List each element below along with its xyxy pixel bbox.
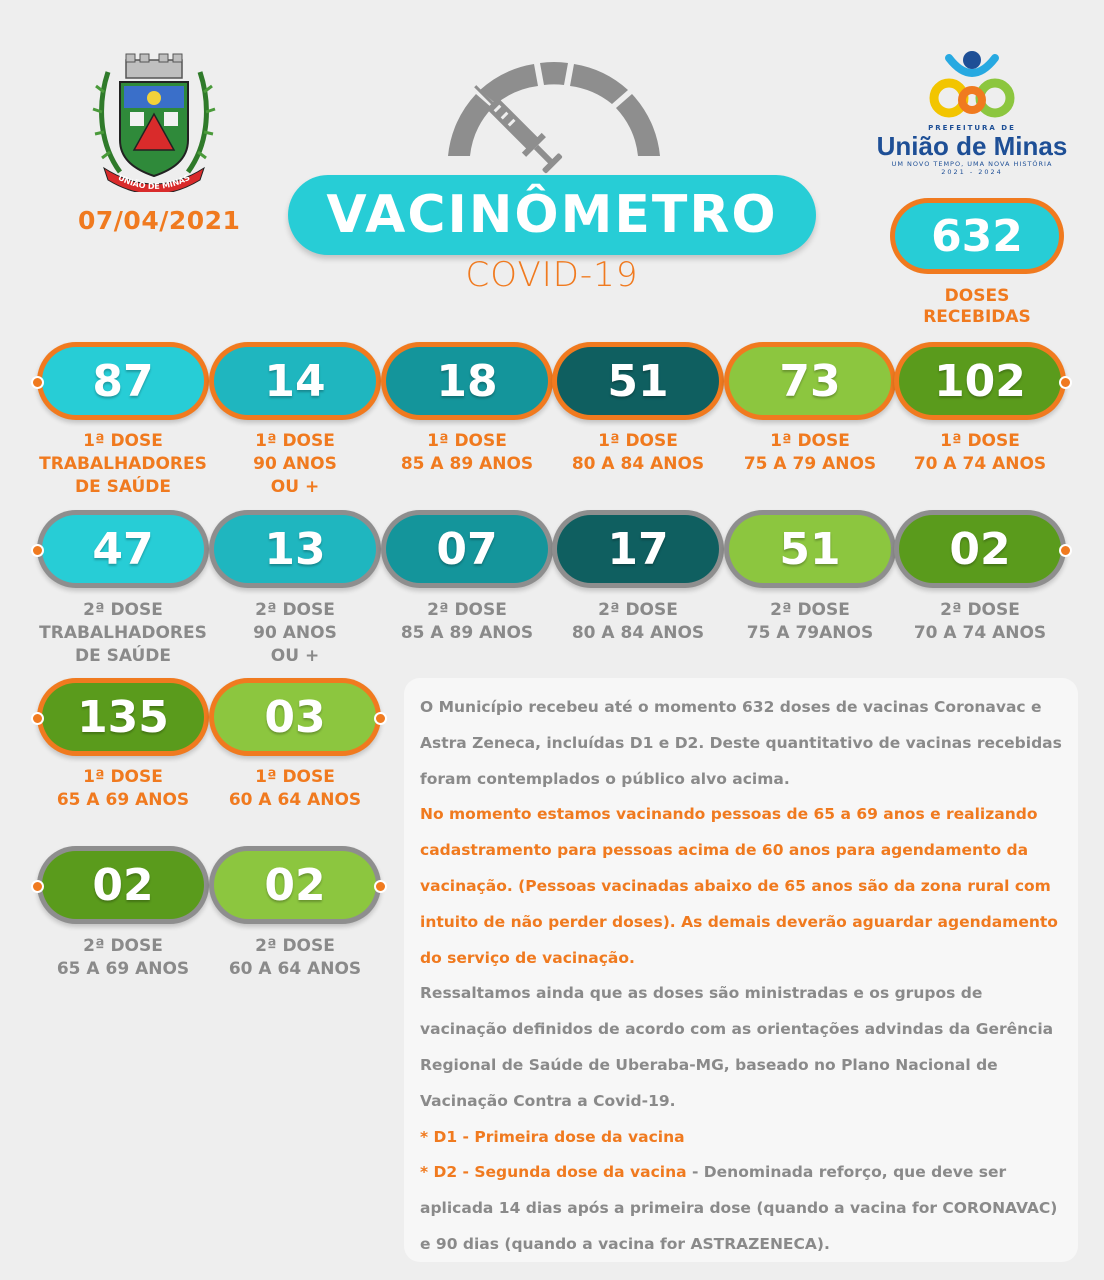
info-paragraph-guidelines: Ressaltamos ainda que as doses são ministradas e os grupos de vacinação definidos de acordo com as orientações advindas da Gerência Regional de Saúde de Uberaba-MG, baseado no Plano Nacional de Vacinação Contra a Covid-19.: [420, 984, 1054, 1110]
dose-pill: [552, 510, 724, 588]
total-doses-value: 632: [895, 203, 1059, 269]
dose-pill: [381, 510, 553, 588]
dose-pill: [37, 846, 209, 924]
dose-label: 1ª DOSE 75 A 79 ANOS: [743, 431, 877, 474]
dose-value: 51: [729, 515, 891, 583]
page-title: VACINÔMETRO: [326, 185, 778, 245]
info-d2-text: - Denominada reforço, que deve ser aplicada 14 dias após a primeira dose (quando a vacina for CORONAVAC) e 90 dias (quando a vacina for ASTRAZENECA).: [420, 1163, 1058, 1253]
dose-value: 135: [42, 683, 204, 751]
dose-label: 2ª DOSE 60 A 64 ANOS: [228, 936, 362, 979]
dose-pill: [209, 678, 381, 756]
dose-pill: [209, 342, 381, 420]
dose-value: 02: [214, 851, 376, 919]
dose-label: 2ª DOSE 90 ANOS OU +: [253, 600, 337, 666]
coat-ribbon-text: UNIÃO DE MINAS: [116, 172, 192, 192]
dose-label: 2ª DOSE TRABALHADORES DE SAÚDE: [39, 600, 207, 666]
coat-of-arms-emblem: [90, 52, 218, 192]
info-paragraph-received: O Município recebeu até o momento 632 doses de vacinas Coronavac e Astra Zeneca, incluídas D1 e D2. Deste quantitativo de vacinas recebidas foram contemplados o público alvo acima.: [420, 698, 1062, 788]
dose-label: 1ª DOSE 65 A 69 ANOS: [56, 767, 190, 810]
dose-pill: [894, 342, 1066, 420]
dose-pill: [37, 678, 209, 756]
info-box: [404, 678, 1078, 1262]
dose-pill: [37, 342, 209, 420]
dose-label: 2ª DOSE 65 A 69 ANOS: [56, 936, 190, 979]
dose-value: 02: [899, 515, 1061, 583]
prefeitura-logo: [872, 48, 1072, 188]
total-doses-pill: [890, 198, 1064, 274]
total-doses-label: [890, 286, 1064, 328]
dose-value: 13: [214, 515, 376, 583]
logo-prefix: PREFEITURA DE: [928, 124, 1016, 132]
page-subtitle: COVID-19: [465, 255, 639, 295]
dose-label: 1ª DOSE TRABALHADORES DE SAÚDE: [39, 431, 207, 497]
gauge-syringe-icon: [438, 52, 668, 192]
dose-label: 1ª DOSE 80 A 84 ANOS: [571, 431, 705, 474]
dose-label: 2ª DOSE 85 A 89 ANOS: [400, 600, 534, 643]
logo-slogan: UM NOVO TEMPO, UMA NOVA HISTÓRIA: [891, 160, 1053, 168]
dose-pill: [894, 510, 1066, 588]
info-d1-note: * D1 - Primeira dose da vacina: [420, 1127, 685, 1146]
dose-value: 07: [386, 515, 548, 583]
logo-name: União de Minas: [876, 131, 1068, 161]
report-date: 07/04/2021: [78, 206, 241, 235]
dose-value: 51: [557, 347, 719, 415]
dose-label: 1ª DOSE 85 A 89 ANOS: [400, 431, 534, 474]
dose-value: 73: [729, 347, 891, 415]
dose-label: 1ª DOSE 70 A 74 ANOS: [913, 431, 1047, 474]
dose-value: 14: [214, 347, 376, 415]
dose-label: 1ª DOSE 60 A 64 ANOS: [228, 767, 362, 810]
dose-pill: [37, 510, 209, 588]
dose-pill: [724, 342, 896, 420]
dose-value: 17: [557, 515, 719, 583]
total-label-line1: DOSES: [944, 286, 1010, 306]
total-label-line2: RECEBIDAS: [923, 307, 1031, 327]
dose-value: 18: [386, 347, 548, 415]
dose-label: 2ª DOSE 75 A 79ANOS: [746, 600, 874, 643]
dose-value: 03: [214, 683, 376, 751]
dose-value: 102: [899, 347, 1061, 415]
dose-value: 47: [42, 515, 204, 583]
info-d2-label: * D2 - Segunda dose da vacina: [420, 1163, 687, 1182]
info-d2-note: [420, 1155, 1064, 1262]
dose-pill: [552, 342, 724, 420]
title-banner: [288, 175, 816, 255]
dose-pill: [724, 510, 896, 588]
dose-pill: [209, 846, 381, 924]
logo-years: 2021 - 2024: [941, 168, 1003, 176]
dose-pill: [381, 342, 553, 420]
logo-figure-icon: [927, 48, 1017, 120]
dose-label: 2ª DOSE 70 A 74 ANOS: [913, 600, 1047, 643]
dose-pill: [209, 510, 381, 588]
info-paragraph-current: No momento estamos vacinando pessoas de 65 a 69 anos e realizando cadastramento para pessoas acima de 60 anos para agendamento da vacinação. (Pessoas vacinadas abaixo de 65 anos são da zona rural com intuito de não perder doses). As demais deverão aguardar agendamento do serviço de vacinação.: [420, 805, 1058, 967]
dose-value: 87: [42, 347, 204, 415]
dose-label: 2ª DOSE 80 A 84 ANOS: [571, 600, 705, 643]
dose-label: 1ª DOSE 90 ANOS OU +: [253, 431, 337, 497]
dose-value: 02: [42, 851, 204, 919]
